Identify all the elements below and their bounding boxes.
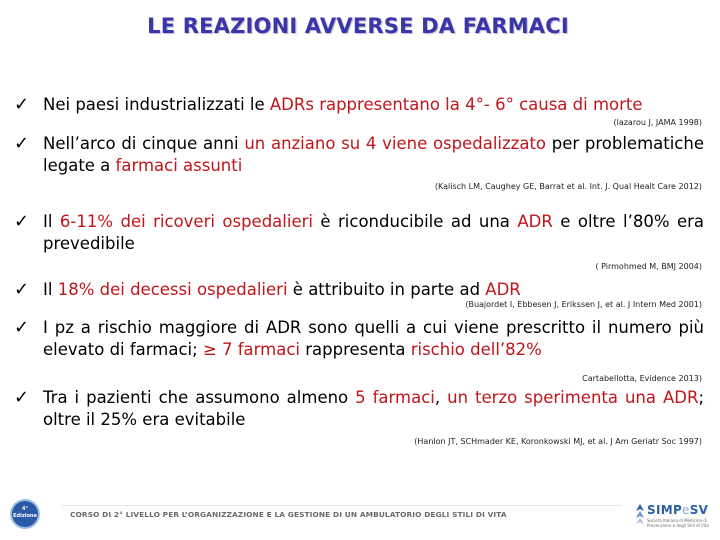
body-text: Nei paesi industrializzati le [43, 95, 270, 114]
body-text: è riconducibile ad una [312, 212, 518, 231]
checkmark-icon: ✓ [14, 317, 30, 338]
highlighted-text: 6-11% dei ricoveri ospedalieri [59, 212, 313, 231]
bullet-text [43, 317, 704, 361]
logo-wordmark [647, 503, 708, 517]
logo-word-e: e [682, 503, 690, 517]
footer [0, 495, 720, 540]
citation: (lazarou J, JAMA 1998) [613, 118, 702, 127]
checkmark-icon: ✓ [14, 133, 30, 154]
logo-word-main: SIMP [647, 503, 683, 517]
citation: Cartabellotta, Evidence 2013) [582, 374, 702, 383]
edition-badge [12, 501, 38, 527]
body-text: è attribuito in parte ad [287, 280, 486, 299]
bullet-item-4 [14, 279, 704, 301]
citation: ( Pirmohmed M, BMJ 2004) [595, 262, 702, 271]
body-text: Il [43, 212, 60, 231]
checkmark-icon: ✓ [14, 387, 30, 408]
body-text: Il [43, 280, 58, 299]
bullet-text [43, 279, 704, 301]
bullet-text [43, 94, 704, 116]
simpesv-logo [635, 501, 713, 537]
bullet-item-2 [14, 133, 704, 177]
highlighted-text: farmaci assunti [115, 156, 243, 175]
highlighted-text: ADRs rappresentano la 4°- 6° causa di morte [269, 95, 643, 114]
checkmark-icon: ✓ [14, 211, 30, 232]
bullet-item-3 [14, 211, 704, 255]
course-title: CORSO DI 2° LIVELLO PER L’ORGANIZZAZIONE E LA GESTIONE DI UN AMBULATORIO DEGLI STILI DI VITA [70, 510, 507, 519]
highlighted-text: 5 farmaci [355, 388, 435, 407]
checkmark-icon: ✓ [14, 94, 30, 115]
bullet-item-5 [14, 317, 704, 361]
highlighted-text: un terzo sperimenta una ADR [447, 388, 699, 407]
bullet-item-6 [14, 387, 704, 431]
highlighted-text: ADR [517, 212, 553, 231]
bullet-text [43, 387, 704, 431]
logo-word-tail: SV [689, 503, 709, 517]
body-text: per problematiche legate a [43, 134, 704, 175]
body-text: e oltre l’80% era prevedibile [43, 212, 705, 253]
body-text: Tra i pazienti che assumono almeno [43, 388, 356, 407]
body-text: Nell’arco di cinque anni [43, 134, 245, 153]
highlighted-text: ≥ 7 farmaci [202, 340, 301, 359]
body-text: ; oltre il 25% era evitabile [43, 388, 704, 429]
citation: (Buajordet I, Ebbesen J, Erikssen J, et al. J Intern Med 2001) [465, 300, 702, 309]
body-text: I pz a rischio maggiore di ADR sono quelli a cui viene prescritto il numero più elevato di farmaci; [43, 318, 704, 359]
citation: (Hanlon JT, SCHmader KE, Koronkowski MJ, et al. J Am Geriatr Soc 1997) [414, 437, 702, 446]
bullet-item-1 [14, 94, 704, 116]
highlighted-text: 18% dei decessi ospedalieri [57, 280, 288, 299]
bullet-text [43, 211, 704, 255]
slide-title: LE REAZIONI AVVERSE DA FARMACI [147, 14, 569, 38]
logo-subtitle: Società Italiana di Medicina di Prevenzione e degli Stili di Vita [647, 518, 709, 528]
highlighted-text: rischio dell’82% [410, 340, 542, 359]
highlighted-text: ADR [485, 280, 521, 299]
badge-number: 4° [22, 506, 28, 512]
highlighted-text: un anziano su 4 viene ospedalizzato [244, 134, 547, 153]
citation: (Kalisch LM, Caughey GE, Barrat et al. Int. J. Qual Healt Care 2012) [434, 182, 702, 191]
logo-mark-icon [635, 503, 645, 525]
bullet-text [43, 133, 704, 177]
checkmark-icon: ✓ [14, 279, 30, 300]
body-text: , [434, 388, 448, 407]
body-text: rappresenta [300, 340, 411, 359]
badge-label: Edizione [13, 513, 37, 519]
